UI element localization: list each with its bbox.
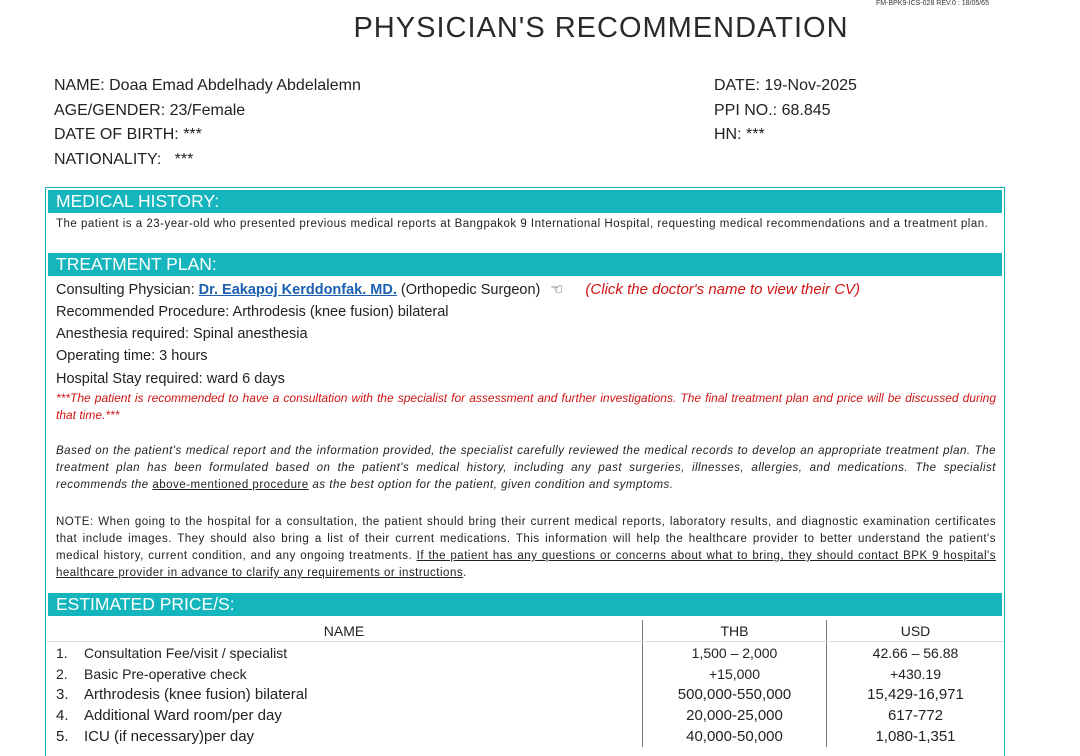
item-usd: +430.19 <box>827 663 1005 684</box>
item-number: 4. <box>56 707 69 724</box>
item-thb: +15,000 <box>643 663 827 684</box>
price-table <box>46 620 1004 747</box>
paragraph-text-end: as the best option for the patient, given condition and symptoms. <box>308 479 674 491</box>
patient-name: Doaa Emad Abdelhady Abdelalemn <box>109 77 361 94</box>
patient-age: 23/Female <box>169 101 246 119</box>
anesthesia-value: Spinal anesthesia <box>193 326 308 342</box>
table-row <box>46 705 1004 726</box>
physician-cv-link[interactable]: Dr. Eakapoj Kerddonfak. MD. <box>198 282 397 298</box>
note-end: . <box>463 567 467 579</box>
col-usd: USD <box>827 620 1005 642</box>
item-label: Consultation Fee/visit / specialist <box>84 644 288 661</box>
item-number: 5. <box>56 728 69 745</box>
item-number: 2. <box>56 665 68 682</box>
page-title: PHYSICIAN'S RECOMMENDATION <box>353 12 849 44</box>
hospital-stay-value: ward 6 days <box>206 371 285 387</box>
item-name <box>46 705 643 726</box>
item-thb: 40,000-50,000 <box>643 726 827 747</box>
item-usd: 1,080-1,351 <box>827 726 1005 747</box>
hn-label: HN: <box>714 126 742 143</box>
item-number: 1. <box>56 644 68 661</box>
item-name <box>46 726 643 747</box>
medical-history-heading: MEDICAL HISTORY: <box>48 190 1002 213</box>
note-contact-advice: If the patient has any questions or concerns about what to bring, they should contact BPK 9 hospital's healthcare provider in advance to clarify any requirements or instructions <box>56 550 996 579</box>
item-thb: 20,000-25,000 <box>643 705 827 726</box>
date-label: DATE: <box>714 77 760 94</box>
operating-time-label: Operating time: <box>56 348 156 364</box>
physician-line <box>56 279 860 301</box>
item-thb: 500,000-550,000 <box>643 684 827 705</box>
item-label: Additional Ward room/per day <box>84 707 282 724</box>
item-name <box>46 642 643 664</box>
patient-dob: *** <box>183 126 202 143</box>
table-row <box>46 642 1004 664</box>
name-label: NAME: <box>54 77 105 94</box>
item-usd: 617-772 <box>827 705 1005 726</box>
estimated-price-heading: ESTIMATED PRICE/S: <box>48 593 1002 616</box>
consultation-warning: ***The patient is recommended to have a consultation with the specialist for assessment and further investigations. The final treatment plan and price will be discussed during that time.*** <box>56 391 996 422</box>
physician-specialty: (Orthopedic Surgeon) <box>400 282 541 298</box>
nationality-label: NATIONALITY: <box>54 150 162 168</box>
procedure-reference: above-mentioned procedure <box>152 479 309 491</box>
table-header <box>46 620 1004 642</box>
recommendation-box <box>45 187 1005 756</box>
physician-label: Consulting Physician: <box>56 282 195 298</box>
patient-info <box>54 74 361 172</box>
item-usd: 15,429-16,971 <box>827 684 1005 705</box>
record-date: 19-Nov-2025 <box>764 77 857 94</box>
specialist-paragraph <box>56 443 996 494</box>
item-thb: 1,500 – 2,000 <box>643 642 827 664</box>
item-label: Basic Pre-operative check <box>84 665 247 682</box>
hospital-stay-label: Hospital Stay required: <box>56 371 203 387</box>
pointing-hand-icon: ☜ <box>550 282 564 298</box>
item-name <box>46 684 643 705</box>
note-paragraph <box>56 514 996 582</box>
anesthesia-label: Anesthesia required: <box>56 326 189 342</box>
item-name <box>46 663 643 684</box>
table-row <box>46 684 1004 705</box>
ppi-number: 68.845 <box>781 101 831 119</box>
item-number: 3. <box>56 686 69 703</box>
table-row <box>46 663 1004 684</box>
note-text: When going to the hospital for a consultation, the patient should bring their current medical reports, laboratory results, and diagnostic examination certificates that include images. They should also bring a list of their current medications. This information will help the healthcare provider to better understand the patient's medical history, current condition, and any ongoing treatments. <box>56 516 996 562</box>
treatment-plan-heading: TREATMENT PLAN: <box>48 253 1002 276</box>
item-usd: 42.66 – 56.88 <box>827 642 1005 664</box>
operating-time-value: 3 hours <box>159 348 208 364</box>
hn-number: *** <box>746 126 765 143</box>
dob-label: DATE OF BIRTH: <box>54 126 179 143</box>
record-info <box>714 74 857 148</box>
cv-hint: (Click the doctor's name to view their CV) <box>585 281 861 298</box>
procedure-value: Arthrodesis (knee fusion) bilateral <box>232 304 449 320</box>
paragraph-text: Based on the patient's medical report and the information provided, the specialist carefully reviewed the medical records to develop an appropriate treatment plan. The treatment plan has been formulated based on the patient's medical history, including any past surgeries, illnesses, allergies, and medications. The specialist recommends the <box>56 445 996 491</box>
age-label: AGE/GENDER: <box>54 101 166 119</box>
form-number: FM-BPK9-ICS-028 REV.0 : 18/05/65 <box>876 0 989 7</box>
medical-history-text: The patient is a 23-year-old who presented previous medical reports at Bangpakok 9 International Hospital, requesting medical recommendations and a treatment plan. <box>56 218 989 230</box>
ppi-label: PPI NO.: <box>714 101 778 119</box>
procedure-label: Recommended Procedure: <box>56 304 230 320</box>
item-label: Arthrodesis (knee fusion) bilateral <box>84 686 308 703</box>
col-name: NAME <box>46 620 643 642</box>
patient-nationality: *** <box>174 150 194 168</box>
col-thb: THB <box>643 620 827 642</box>
table-row <box>46 726 1004 747</box>
note-label: NOTE: <box>56 516 94 528</box>
item-label: ICU (if necessary)per day <box>84 728 255 745</box>
